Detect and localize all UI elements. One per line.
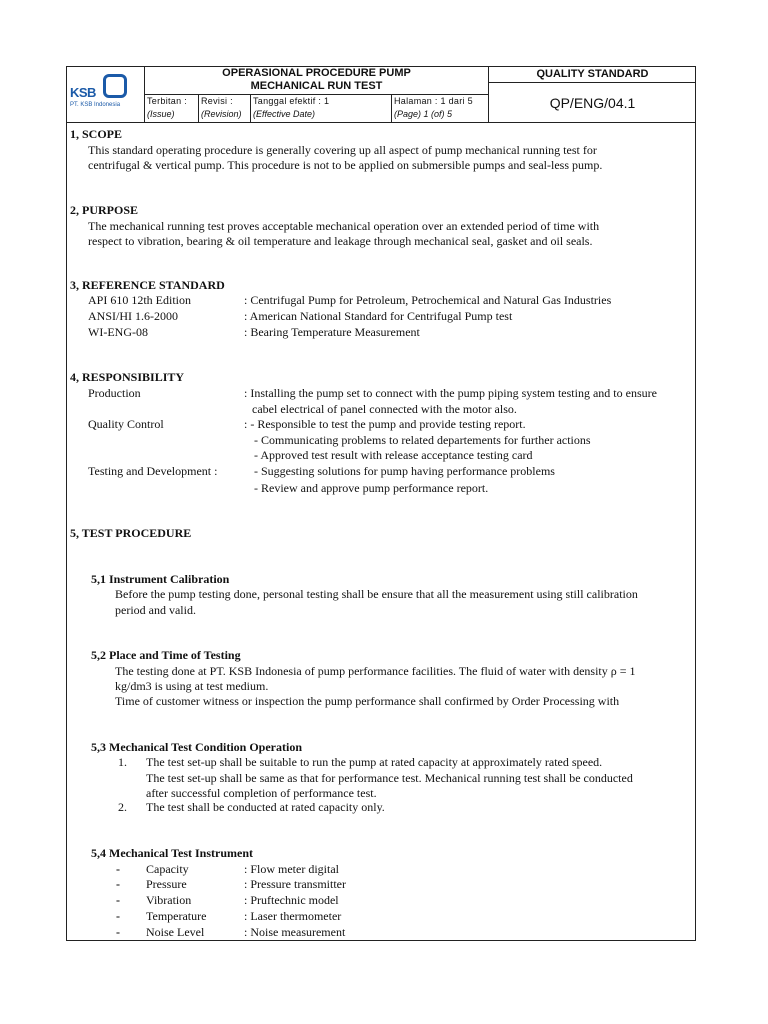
instrument-desc: : Noise measurement: [244, 925, 346, 939]
scope-heading: 1, SCOPE: [70, 127, 123, 141]
purpose-text-1: The mechanical running test proves acceptable mechanical operation over an extended period of time with: [88, 219, 600, 233]
section-5-1-heading: 5,1 Instrument Calibration: [91, 572, 230, 586]
instrument-desc: : Laser thermometer: [244, 909, 342, 923]
reference-desc: : American National Standard for Centrifugal Pump test: [244, 309, 513, 323]
production-text-2: cabel electrical of panel connected with the motor also.: [252, 402, 517, 416]
section-5-2-text-2: kg/dm3 is using at test medium.: [115, 679, 269, 693]
scope-text-1: This standard operating procedure is generally covering up all aspect of pump mechanical running test for: [88, 143, 597, 157]
section-5-2-text-1: The testing done at PT. KSB Indonesia of pump performance facilities. The fluid of water with density ρ = 1: [115, 664, 636, 678]
section-5-1-text-2: period and valid.: [115, 603, 196, 617]
td-text-1: - Suggesting solutions for pump having performance problems: [254, 464, 555, 478]
meta-issue-en: (Issue): [147, 109, 175, 119]
document-code: QP/ENG/04.1: [489, 83, 696, 123]
logo-text: KSB: [70, 85, 96, 100]
reference-desc: : Centrifugal Pump for Petroleum, Petrochemical and Natural Gas Industries: [244, 293, 612, 307]
production-label: Production: [88, 386, 141, 400]
meta-page-id: Halaman : 1 dari 5: [394, 96, 473, 106]
section-5-3-text-2: The test set-up shall be same as that for performance test. Mechanical running test shall be conducted: [146, 771, 633, 785]
meta-revision-id: Revisi :: [201, 96, 233, 106]
meta-revision: [199, 95, 251, 123]
meta-page: [392, 95, 489, 123]
logo-subtitle: PT. KSB Indonesia: [70, 102, 121, 108]
purpose-text-2: respect to vibration, bearing & oil temperature and leakage through mechanical seal, gasket and oil seals.: [88, 234, 593, 248]
instrument-desc: : Flow meter digital: [244, 862, 339, 876]
section-5-1-text-1: Before the pump testing done, personal testing shall be ensure that all the measurement using still calibration: [115, 587, 638, 601]
instrument-name: Noise Level: [146, 925, 205, 939]
meta-issue-id: Terbitan :: [147, 96, 188, 106]
ksb-logo-icon: [103, 74, 127, 98]
qc-text-2: - Communicating problems to related departements for further actions: [254, 433, 591, 447]
purpose-heading: 2, PURPOSE: [70, 203, 139, 217]
title-line-2: MECHANICAL RUN TEST: [250, 80, 383, 92]
instrument-dash: -: [116, 877, 120, 891]
title-line-1: OPERASIONAL PROCEDURE PUMP: [222, 67, 411, 79]
section-5-2-text-3: Time of customer witness or inspection the pump performance shall confirmed by Order Processing with: [115, 694, 620, 708]
meta-page-en: (Page) 1 (of) 5: [394, 109, 453, 119]
reference-name: WI-ENG-08: [88, 325, 148, 339]
meta-revision-en: (Revision): [201, 109, 242, 119]
section-5-3-text-4: The test shall be conducted at rated capacity only.: [146, 800, 385, 814]
instrument-name: Capacity: [146, 862, 189, 876]
section-5-3-text-1: The test set-up shall be suitable to run the pump at rated capacity at approximately rated speed.: [146, 755, 603, 769]
section-5-3-number: 1.: [118, 755, 127, 769]
instrument-desc: : Pressure transmitter: [244, 877, 346, 891]
qc-text-1: : - Responsible to test the pump and provide testing report.: [244, 417, 526, 431]
test-procedure-heading: 5, TEST PROCEDURE: [70, 526, 192, 540]
scope-text-2: centrifugal & vertical pump. This procedure is not to be applied on submersible pumps and seal-less pump.: [88, 158, 603, 172]
section-5-2-heading: 5,2 Place and Time of Testing: [91, 648, 241, 662]
reference-name: API 610 12th Edition: [88, 293, 192, 307]
qc-text-3: - Approved test result with release acceptance testing card: [254, 448, 533, 462]
instrument-dash: -: [116, 925, 120, 939]
instrument-dash: -: [116, 893, 120, 907]
section-5-3-text-3: after successful completion of performance test.: [146, 786, 377, 800]
instrument-name: Temperature: [146, 909, 207, 923]
meta-effective-en: (Effective Date): [253, 109, 316, 119]
meta-effective-id: Tanggal efektif : 1: [253, 96, 330, 106]
section-5-3-heading: 5,3 Mechanical Test Condition Operation: [91, 740, 303, 754]
td-text-2: - Review and approve pump performance report.: [254, 481, 489, 495]
instrument-dash: -: [116, 909, 120, 923]
instrument-name: Pressure: [146, 877, 187, 891]
reference-name: ANSI/HI 1.6-2000: [88, 309, 178, 323]
responsibility-heading: 4, RESPONSIBILITY: [70, 370, 185, 384]
td-label: Testing and Development :: [88, 464, 218, 478]
reference-desc: : Bearing Temperature Measurement: [244, 325, 420, 339]
document-title: [145, 66, 489, 95]
production-text-1: : Installing the pump set to connect with the pump piping system testing and to ensure: [244, 386, 657, 400]
qc-label: Quality Control: [88, 417, 164, 431]
quality-standard-label: QUALITY STANDARD: [489, 66, 696, 83]
instrument-desc: : Pruftechnic model: [244, 893, 339, 907]
instrument-name: Vibration: [146, 893, 192, 907]
meta-effective-date: [251, 95, 392, 123]
section-5-3-number: 2.: [118, 800, 127, 814]
meta-issue: [145, 95, 199, 123]
reference-heading: 3, REFERENCE STANDARD: [70, 278, 225, 292]
instrument-dash: -: [116, 862, 120, 876]
section-5-4-heading: 5,4 Mechanical Test Instrument: [91, 846, 253, 860]
